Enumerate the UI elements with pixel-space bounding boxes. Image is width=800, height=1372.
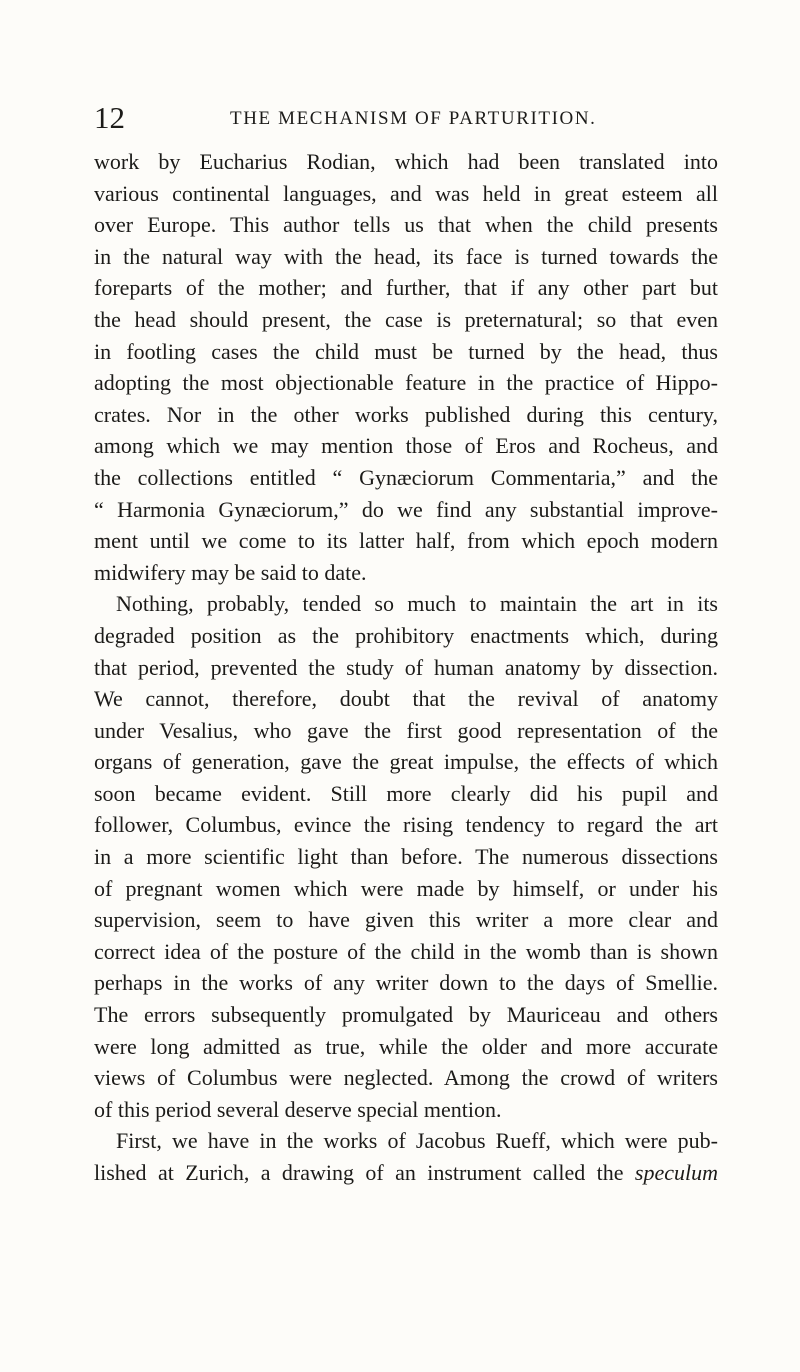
- text-line: were long admitted as true, while the older and more accurate: [94, 1033, 718, 1059]
- text-line: in footling cases the child must be turned by the head, thus: [94, 338, 718, 364]
- text-line: ment until we come to its latter half, from which epoch modern: [94, 528, 718, 554]
- running-head: [0, 98, 800, 138]
- text-line: adopting the most objectionable feature in the practice of Hippo-: [94, 370, 718, 396]
- paragraph-3: [94, 1125, 718, 1188]
- paragraph-2: [94, 588, 718, 1125]
- text-line: over Europe. This author tells us that when the child presents: [94, 212, 718, 238]
- text-line: under Vesalius, who gave the first good representation of the: [94, 717, 718, 743]
- page-number: 12: [94, 100, 125, 135]
- text-line: the head should present, the case is preternatural; so that even: [94, 306, 718, 332]
- text-line: of this period several deserve special mention.: [94, 1096, 502, 1122]
- text-line: the collections entitled “ Gynæciorum Commentaria,” and the: [94, 464, 718, 490]
- text-line-prefix: lished at Zurich, a drawing of an instrument called the: [94, 1160, 624, 1185]
- text-line: organs of generation, gave the great impulse, the effects of which: [94, 749, 718, 775]
- text-line: midwifery may be said to date.: [94, 559, 367, 585]
- text-line: The errors subsequently promulgated by Mauriceau and others: [94, 1002, 718, 1028]
- text-line: various continental languages, and was held in great esteem all: [94, 180, 718, 206]
- text-line: [94, 1157, 718, 1189]
- body-text: [94, 146, 718, 1189]
- text-line: in a more scientific light than before. The numerous dissections: [94, 844, 718, 870]
- text-line: We cannot, therefore, doubt that the revival of anatomy: [94, 686, 718, 712]
- paragraph-1: [94, 146, 718, 588]
- text-line: that period, prevented the study of human anatomy by dissection.: [94, 654, 718, 680]
- text-line: “ Harmonia Gynæciorum,” do we find any substantial improve-: [94, 496, 718, 522]
- text-line: soon became evident. Still more clearly did his pupil and: [94, 780, 718, 806]
- text-line: supervision, seem to have given this writer a more clear and: [94, 907, 718, 933]
- text-line: of pregnant women which were made by himself, or under his: [94, 875, 718, 901]
- text-line: correct idea of the posture of the child in the womb than is shown: [94, 938, 718, 964]
- italic-term: speculum: [634, 1160, 718, 1185]
- text-line: among which we may mention those of Eros and Rocheus, and: [94, 433, 718, 459]
- text-line: in the natural way with the head, its face is turned towards the: [94, 243, 718, 269]
- text-line: follower, Columbus, evince the rising tendency to regard the art: [94, 812, 718, 838]
- text-line: perhaps in the works of any writer down to the days of Smellie.: [94, 970, 718, 996]
- text-line: Nothing, probably, tended so much to maintain the art in its: [116, 591, 718, 617]
- running-title: THE MECHANISM OF PARTURITION.: [230, 108, 597, 129]
- text-line: foreparts of the mother; and further, that if any other part but: [94, 275, 718, 301]
- text-line: crates. Nor in the other works published during this century,: [94, 401, 718, 427]
- text-line: views of Columbus were neglected. Among the crowd of writers: [94, 1065, 718, 1091]
- text-line: First, we have in the works of Jacobus Rueff, which were pub-: [116, 1128, 718, 1154]
- text-line: work by Eucharius Rodian, which had been translated into: [94, 149, 718, 174]
- text-line: degraded position as the prohibitory enactments which, during: [94, 622, 718, 648]
